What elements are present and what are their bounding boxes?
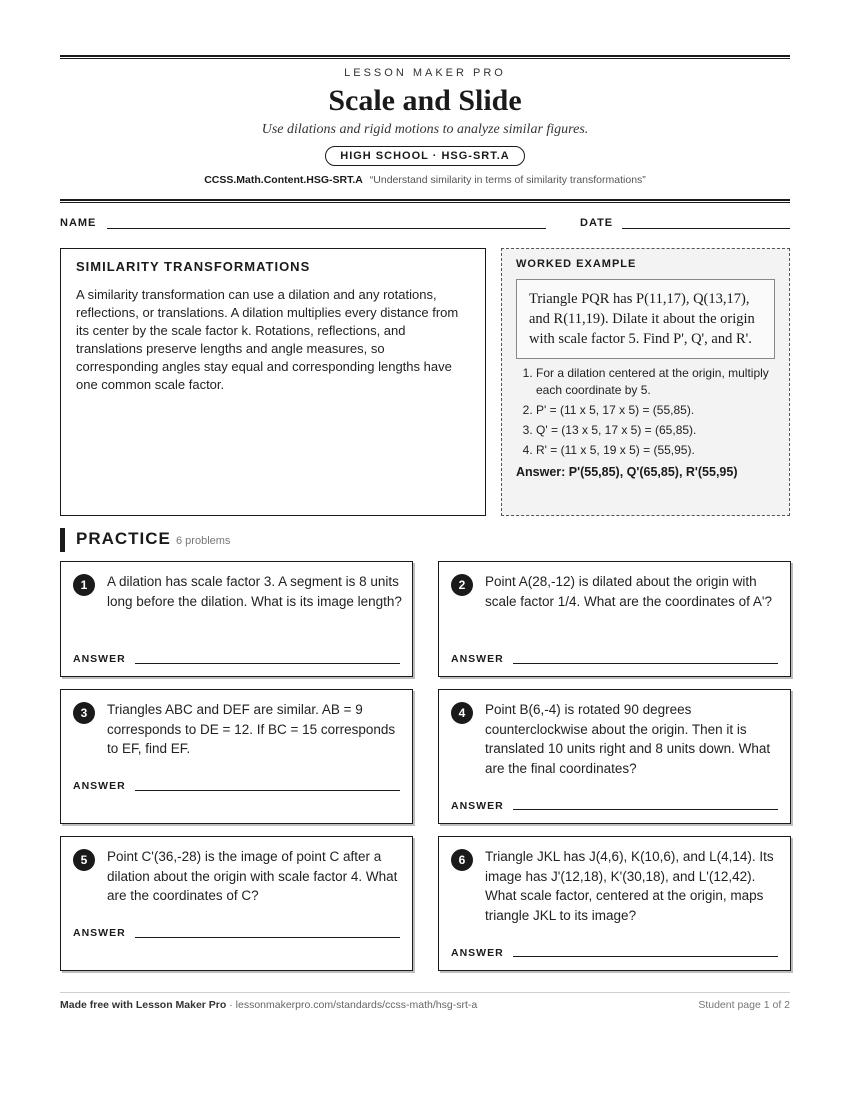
problem-text: A dilation has scale factor 3. A segment is 8 units long before the dilation. What is its image length?	[107, 574, 402, 609]
problem-card-2	[438, 561, 791, 677]
worked-example-step: 2. P' = (11 x 5, 17 x 5) = (55,85).	[536, 402, 775, 419]
footer-url[interactable]: · lessonmakerpro.com/standards/ccss-math/hsg-srt-a	[226, 999, 478, 1011]
worked-example-box	[501, 248, 790, 516]
practice-count: 6 problems	[176, 535, 231, 547]
problem-card-4	[438, 689, 791, 824]
problem-text: Triangles ABC and DEF are similar. AB = 9 corresponds to DE = 12. If BC = 15 corresponds to EF, find EF.	[107, 702, 396, 756]
standard-line	[60, 174, 790, 186]
header-top-rule	[60, 55, 790, 59]
practice-accent-bar	[60, 528, 65, 552]
answer-label: ANSWER	[73, 653, 126, 665]
problem-number: 2	[451, 574, 473, 596]
answer-label: ANSWER	[73, 780, 126, 792]
worked-example-step: 4. R' = (11 x 5, 19 x 5) = (55,95).	[536, 442, 775, 459]
problem-number: 3	[73, 702, 95, 724]
problem-card-1	[60, 561, 413, 677]
standard-code: CCSS.Math.Content.HSG-SRT.A	[204, 174, 363, 186]
answer-field[interactable]	[135, 790, 400, 791]
problem-number: 4	[451, 702, 473, 724]
answer-field[interactable]	[513, 663, 778, 664]
answer-field[interactable]	[513, 809, 778, 810]
worked-example-steps	[516, 365, 775, 459]
answer-label: ANSWER	[451, 653, 504, 665]
problem-number: 1	[73, 574, 95, 596]
name-field[interactable]	[107, 228, 546, 229]
problem-text: Point C'(36,-28) is the image of point C after a dilation about the origin with scale factor 4. What are the coordinates of C?	[107, 849, 398, 903]
footer-rule	[60, 992, 790, 993]
problem-number: 6	[451, 849, 473, 871]
standard-quote: “Understand similarity in terms of similarity transformations”	[369, 174, 646, 186]
page-title: Scale and Slide	[328, 84, 522, 117]
answer-label: ANSWER	[451, 800, 504, 812]
footer-made-with: Made free with Lesson Maker Pro	[60, 999, 227, 1011]
concept-heading: SIMILARITY TRANSFORMATIONS	[76, 259, 311, 274]
worked-example-problem: Triangle PQR has P(11,17), Q(13,17), and R(11,19). Dilate it about the origin with scale factor 5. Find P', Q', and R'.	[516, 279, 775, 359]
worked-example-step: 1. For a dilation centered at the origin, multiply each coordinate by 5.	[536, 365, 775, 399]
worked-example-step: 3. Q' = (13 x 5, 17 x 5) = (65,85).	[536, 422, 775, 439]
worked-example-answer: Answer: P'(55,85), Q'(65,85), R'(55,95)	[516, 465, 738, 479]
problem-card-3	[60, 689, 413, 824]
footer-credit	[60, 999, 477, 1011]
worksheet-page	[60, 0, 790, 1100]
header-bottom-rule	[60, 199, 790, 203]
brand-name: LESSON MAKER PRO	[344, 67, 506, 79]
problem-text: Triangle JKL has J(4,6), K(10,6), and L(4,14). Its image has J'(12,18), K'(30,18), and L'(12,42). What scale factor, centered at the origin, maps triangle JKL to its image?	[485, 849, 774, 923]
footer-page-number: Student page 1 of 2	[698, 999, 790, 1011]
page-subtitle: Use dilations and rigid motions to analyze similar figures.	[261, 122, 589, 137]
date-field[interactable]	[622, 228, 790, 229]
grade-badge: HIGH SCHOOL · HSG-SRT.A	[325, 146, 524, 166]
answer-field[interactable]	[135, 937, 400, 938]
date-label: DATE	[580, 217, 614, 229]
answer-field[interactable]	[513, 956, 778, 957]
problem-card-6	[438, 836, 791, 971]
practice-title: PRACTICE	[76, 529, 171, 548]
concept-box	[60, 248, 486, 516]
answer-field[interactable]	[135, 663, 400, 664]
name-label: NAME	[60, 217, 97, 229]
concept-body: A similarity transformation can use a dilation and any rotations, reflections, or translations. A dilation multiplies every distance from its center by the scale factor k. Rotations, reflections, and translations preserve lengths and angle measures, so corresponding angles stay equal and corresponding lengths have one common scale factor.	[76, 287, 459, 392]
problem-text: Point B(6,-4) is rotated 90 degrees counterclockwise about the origin. Then it is translated 10 units right and 8 units down. What are the final coordinates?	[485, 702, 771, 776]
grade-badge-wrap	[60, 146, 790, 166]
problem-card-5	[60, 836, 413, 971]
answer-label: ANSWER	[73, 927, 126, 939]
answer-label: ANSWER	[451, 947, 504, 959]
problem-text: Point A(28,-12) is dilated about the origin with scale factor 1/4. What are the coordinates of A'?	[485, 574, 772, 609]
problem-number: 5	[73, 849, 95, 871]
worked-example-heading: WORKED EXAMPLE	[516, 258, 637, 270]
